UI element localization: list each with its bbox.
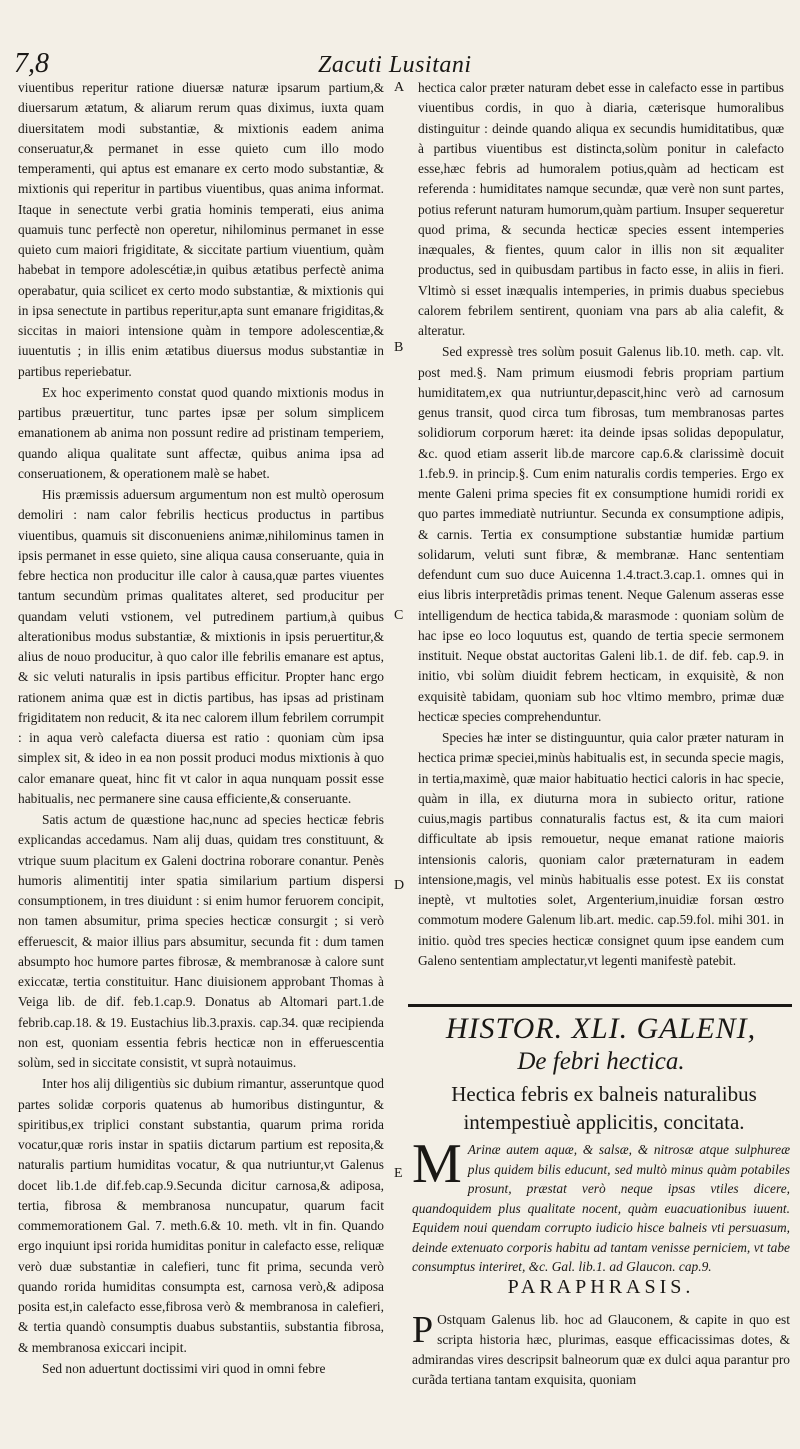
paragraph: Sed non aduertunt doctissimi viri quod in omni febre [42,1360,326,1376]
paragraph: hectica calor præter naturam debet esse in calefacto esse in partibus viuentibus cordis, in quo à diaria, cæterisque humoralibus distinguitur : deinde quando aliqua ex secundis humiditatibus, quæ à partibus viuentibus est distincta,solùm ponitur in calefacto esse,hæc febris ad humoralem potius,quàm ad hecticam est referenda : humiditates namque secundæ, quæ verè non sunt partes, potius referunt naturam humorum,quàm partium. Insuper sequeretur quod prima, & secunda hecticæ species essent intemperies inæquales, & fientes, quum calor in illis non sit æqualiter productus, sed in quibusdam partibus in facto esse, in aliis in fieri. Vltimò si esset inæqualis intemperies, in primis duabus speciebus calorem febrilem sentirent, quoniam vna pars ab alia calefit, & alteratur. [418,80,784,338]
paragraph: Inter hos alij diligentiùs sic dubium rimantur, asseruntque quod partes solidæ corporis quatenus ab humoribus distinguntur, & spiritibus,ex triplici constant substantia, quarum prima rorida vocatur,quæ roris instar in spatiis dictarum partium est reposita,& naturalis partium humiditas vocatur, & qua nutriuntur,vt Galenus docet lib.1.de dif.feb.cap.9.Secunda dicitur carnosa,& adiposa, tertia, fibrosa & membranosa nuncupatur, quarum facit commemorationem Gal. 7. meth.6.& 10. meth. vlt in fin. Quando ergo inquiunt ipsi rorida humiditas ponitur in calefacto esse, reliquæ verò duæ substantiæ in calefieri, tunc fit prima, secunda verò quando rorida humiditas consumpta est, carnosa verò,& adiposa posita est,in calefacto esse,fibrosa verò & membranosa in calefieri, & tertia quandò consumptis duabus substantiis, substantia fibrosa, & membranosa exiccari incipit. [18,1076,384,1355]
margin-letter-b: B [394,340,404,355]
drop-cap: M [412,1133,462,1195]
section-divider [408,1004,792,1007]
paragraph: His præmissis aduersum argumentum non est multò operosum demoliri : nam calor febrilis hecticus productus in partibus viuentibus, quamuis sit disconueniens animæ,nihilominus tamen in ipsis permanet in esse quieto, sine aliqua causa conseruante, quia in febre hectica non producitur ille calor à causa,quæ partes viuentes tantum secundùm primas qualitates alteret, sed producitur per quandam veluti vstionem, vel putredinem partium,à quibus alterationibus modus substantiæ, & mixtionis in ipsis peruertitur,& alius de nouo producitur, à quo calor ille febrilis emanare est aptus, & sic veluti naturalis in ipsis partibus efficitur. Propter hanc ergo rationem anima quæ est in dictis partibus, has ipsas ad pristinam frigiditatem non reducit, & ita nec calorem illum febrilem corrumpit : in aqua verò calefacta diuersa est ratio : quoniam cùm ipsa simplex sit, & ideo in ea non possit produci modus mixtionis à quo calor emanare queat, hinc fit vt calor in aqua nunquam possit esse habitualis, nec permanere sine causa efficiente,& conseruante. [18,487,384,806]
margin-letter-a: A [394,80,405,95]
drop-cap: P [412,1309,434,1351]
left-column [18,78,384,1379]
running-head: Zacuti Lusitani [318,52,472,78]
galen-quote [412,1133,790,1277]
history-summary: Hectica febris ex balneis naturalibus intempestiuè applicitis, concitata. [451,1082,757,1134]
margin-letter-e: E [394,1166,403,1181]
history-subtitle: De febri hectica. [517,1048,685,1075]
quote-text: Arinæ autem aquæ, & salsæ, & nitrosæ atque sulphureæ plus quidem bilis educunt, sed multò minus quàm potabiles prosunt, præstat verò neque ipsas vtiles dicere, quandoquidem plus qualitate nocent, quàm euacuationibus iuuent. Equidem noui quendam corrupto iudicio hisce balneis vti persuasum, deinde extenuato corporis habitu ad tantam venisse perniciem, vt tabe consumptus interiret, &c. Gal. lib.1. ad Glaucon. cap.9. [412,1142,790,1274]
right-column [418,78,784,971]
page-number: 7,8 [14,48,49,79]
paraphrasis-text: Ostquam Galenus lib. hoc ad Glauconem, & capite in quo est scripta historia hæc, plurimas, easque efficacissimas dotes, & admirandas vires descripsit balneorum quæ ex dulci aqua parantur pro curãda tertiana tantam exquisita, quoniam [412,1312,790,1387]
paragraph: Satis actum de quæstione hac,nunc ad species hecticæ febris explicandas accedamus. Nam alij duas, quidam tres constituunt, & vtrique suum placitum ex Galeni doctrina roborare conantur. Penès humoris alimentitij inter spatia similarium partium dispersi consumptionem, in tres diuidunt : si enim humor feruorem concipit, non tamen absumitur, prima species hecticæ consurgit ; si verò efferuescit, & maior illius pars absumitur, secunda fit : dum tamen absumpto hoc humore partes fibrosæ, & membranosæ à calore sunt exiccatæ, tertia constituitur. Hanc diuisionem approbant Thomas à Veiga lib. de dif. feb.1.cap.9. Donatus ab Altomari part.1.de febrib.cap.18. & 19. Eustachius lib.3.praxis. cap.34. quæ recipienda non est, quoniam essentia febris hecticæ non in efferuescentia solùm, sed in siccitate consistit, vt suprà notauimus. [18,812,384,1070]
paragraph: Ex hoc experimento constat quod quando mixtionis modus in partibus præuertitur, tunc partes ipsæ per solum simplicem emanationem ab anima non possunt redire ad pristinam temperiem, quando aliqua qualitate sunt affectæ, quibus anima ipsa ad conseruationem, & operationem malè se habet. [18,384,384,481]
paragraph: Species hæ inter se distinguuntur, quia calor præter naturam in hectica primæ speciei,minùs habitualis est, in secunda specie magis, in tertia,maximè, quæ maior habituatio hectici caloris in hac specie, quàm in illa, ex diuturna mora in subiecto oritur, ratione cuius,magis partibus connaturalis factus est, & ita cum maiori difficultate ab ipsis remouetur, neque emanat ratione maioris intensionis caloris, quoniam calor præternaturam in eadem intensione,magis, vel minùs habitualis esse potest. Ex iis constat ineptè, vt multoties solet, Argenterium,inuidiæ forsan œstro commotum modere Galenum lib.art. medic. cap.59.fol. mihi 301. in initio. quòd tres species hecticæ consignet quum ipse eandem cum Galeno sententiam amplectatur,vt legenti manifestè patebit. [418,730,784,968]
page-header [0,0,800,78]
paraphrasis-heading: PARAPHRASIS. [507,1276,695,1298]
margin-letter-d: D [394,878,405,893]
paragraph: Sed expressè tres solùm posuit Galenus lib.10. meth. cap. vlt. post med.§. Nam primum eiusmodi febris propriam partium humiditatem,ex qua nutriuntur,depascit,hinc verò ad carnosum genus transit, quod circa tum fibrosas, tum membranosas partes solidiorum corporum hæret: ita deinde ipsas solidas depopulatur, &c. quod etiam asserit lib.de marcore cap.6.& clarissimè docuit 1.feb.9. in princip.§. Cum enim naturalis cordis temperies. Ergo ex mente Galeni prima species fit ex consumptione humidi roridi ex quo partes immediatè nutriuntur. Secunda ex consumptione adipis, & carnis. Tertia ex consumptione substantiæ humidæ partium solidarum, veluti sunt fibræ, & membranæ. Hanc sententiam defendunt cum suo duce Auicenna 1.4.tract.3.cap.1. omnes qui in eius libris interpretãdis primas tenent. Neque Galenum asseras esse intelligendum de hectica tabida,& marasmode : quoniam solùm de hac ipse eo loco loquutus est, quando de tertia specie sermonem instituit. Neque obstat auctoritas Galeni lib.1. de dif. feb. cap.9. in initio, vbi solùm diuidit febrem hecticam, in exquisitè, & non exquisitè tabidam, quoniam sub hoc vltimo membro, primæ duæ hecticæ species comprehenduntur. [418,344,784,724]
history-title: HISTOR. XLI. GALENI, [445,1012,757,1045]
margin-letter-c: C [394,608,404,623]
paragraph: viuentibus reperitur ratione diuersæ naturæ ipsarum partium,& diuersarum ætatum, & aliarum rerum quas diximus, iuxta quam diuersitatem modi substantiæ, & mixtionis eadem anima conseruatur,& permanet in esse quieto cum illo modo temperamenti, qui aptus est emanare ex certo modo substantiæ, & mixtionis qui reperitur in partibus viuentibus, quas anima informat. Itaque in senectute verbi gratia hominis temperati, eius anima quamuis tunc perfectè non operetur, nihilominus permanet in esse quieto cum maiori frigiditate, & siccitate partium viuentium, quàm habebat in tempore adolescétiæ,in quibus ætatibus perfectè anima operabatur, quia scilicet ex certo modo substantiæ, & mixtionis qui in ipsa senectute in partibus reperitur,apta sunt emanare frigiditas,& siccitas in maiori intensione quàm in tempore adolescentiæ,& iuuentutis ; in illis enim ætatibus diuersus modus substantiæ in partibus reperiebatur. [18,80,384,379]
paraphrasis-paragraph [412,1310,790,1390]
